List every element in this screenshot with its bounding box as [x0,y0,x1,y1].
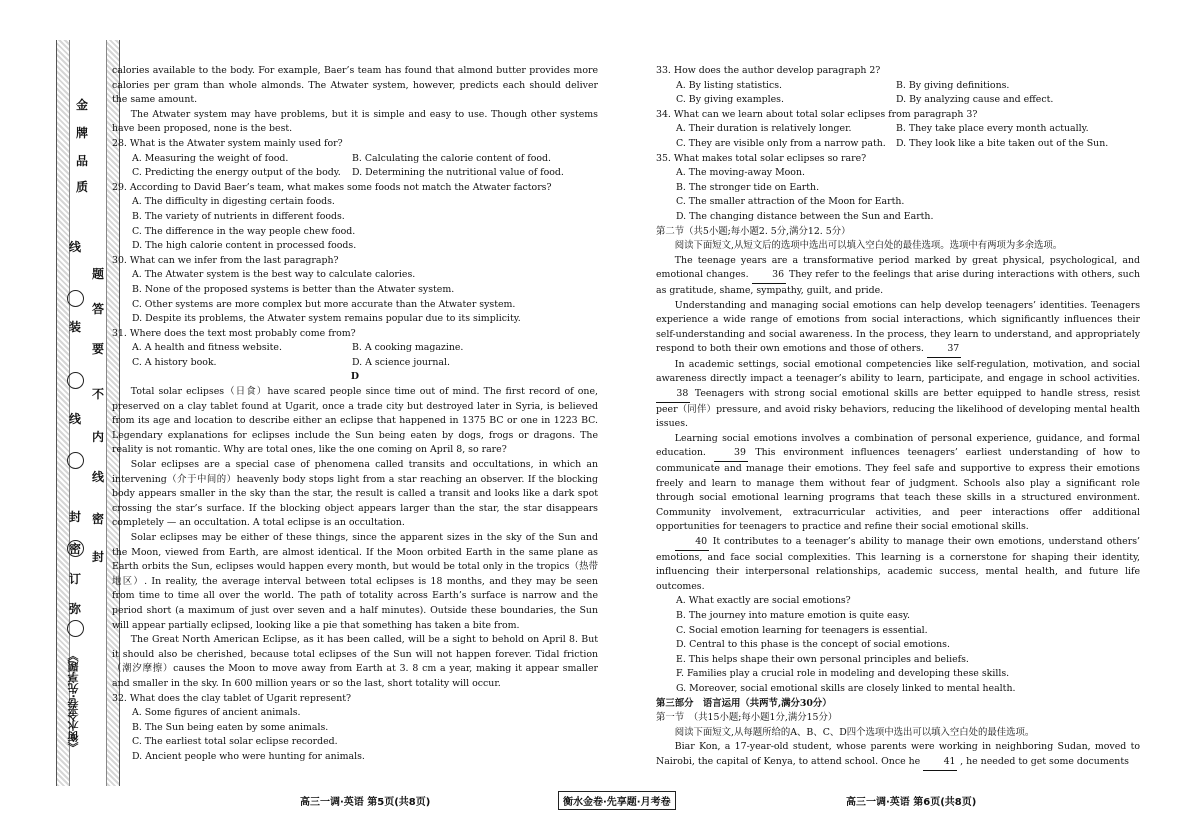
paragraph-text: They refer to the feelings that arise during interactions with others, such as gratitude, shame, sympathy, guilt, and pride. [656,269,1141,296]
footer-center: 衡水金卷·先享题·月考卷 [558,791,676,810]
option-row [112,341,598,356]
question-stem: 第二节（共5小题;每小题2. 5分,满分12. 5分） [656,225,851,237]
binding-circle [67,620,84,637]
option-text: A. The Atwater system is the best way to calculate calories. [132,269,416,281]
option-text: B. The variety of nutrients in different foods. [132,210,345,222]
option-row [656,79,1140,94]
passage-paragraph [656,740,1140,770]
answer-blank: 41 [923,755,957,771]
option-text: B. By giving definitions. [896,79,1010,91]
binding-char: 质 [76,180,89,194]
binding-char: 弥 [69,602,82,616]
option-text: D. Central to this phase is the concept of social emotions. [676,639,950,651]
question-stem: 28. What is the Atwater system mainly used for? [112,137,343,149]
binding-char: 密 [69,542,82,556]
option-text: A. The difficulty in digesting certain foods. [132,196,335,208]
passage-paragraph: 阅读下面短文,从短文后的选项中选出可以填入空白处的最佳选项。选项中有两项为多余选项。 [674,240,1063,252]
option-text: A. What exactly are social emotions? [676,595,851,607]
question-stem: 31. Where does the text most probably come from? [112,327,356,339]
passage-paragraph: Solar eclipses may be either of these things, since the apparent sizes in the sky of the Sun and the Moon, viewed from Earth, are almost identical. If the Moon orbited Earth in the same plane as Earth orbits the Sun, eclipses would happen every month, but would be total only in the tropics（热带地区）. In reality, the average interval between total eclipses is 18 months, and they may be seen from time to time all over the world. The path of totality across Earth’s surface is narrow and the period short (a maximum of just over seven and a half minutes). Outside these boundaries, the Sun will appear partially eclipsed, looking like a pie that something has taken a bite from. [112,532,598,631]
option-text: F. Families play a crucial role in modeling and developing these skills. [676,668,1010,680]
option-text: D. The high calorie content in processed foods. [132,240,357,252]
option-text: D. They look like a bite taken out of the Sun. [896,137,1109,149]
right-column [656,64,1140,771]
option-text: B. None of the proposed systems is better than the Atwater system. [132,283,455,295]
binding-char: 订 [69,572,82,586]
binding-circle [67,372,84,389]
option-text: B. The stronger tide on Earth. [676,181,820,193]
option-row [656,93,1140,108]
passage-letter: D [350,371,360,383]
binding-char: 金 [76,98,89,112]
passage-paragraph: Solar eclipses are a special case of phenomena called transits and occultations, in which an intervening（介于中间的）heavenly body stops light from a star reaching an observer. If the blocking body appears smaller in the sky than the star, the result is called a transit and looks like a dark spot crossing the star’s surface. If the blocking object appears larger than the star, the star disappears completely — an occultation. A total eclipse is an occultation. [112,459,598,529]
binding-char: 线 [69,240,82,254]
question-stem: 29. According to David Baer’s team, what makes some foods not match the Atwater factors? [112,181,552,193]
binding-char: 内 [92,430,105,444]
question-stem: 32. What does the clay tablet of Ugarit represent? [112,692,352,704]
option-text: A. A health and fitness website. [132,342,282,354]
paragraph-text: , he needed to get some documents [960,755,1129,767]
option-text: D. Despite its problems, the Atwater system remains popular due to its simplicity. [132,313,521,325]
passage-paragraph [656,358,1140,432]
passage-paragraph [656,432,1140,535]
option-text: D. A science journal. [352,356,450,368]
passage-paragraph: 阅读下面短文,从每题所给的A、B、C、D四个选项中选出可以填入空白处的最佳选项。 [674,726,1035,738]
paragraph-text: Understanding and managing social emotions can help develop teenagers’ identities. Teenagers experience a wide range of emotions from social interactions, which significantly influences their self-understanding and social awareness. In the process, they learn to understand, and appropriately respond to both their own emotions and those of others. [656,299,1140,355]
answer-blank: 40 [675,535,709,551]
passage-paragraph: The Great North American Eclipse, as it has been called, will be a sight to behold on April 8. But it should also be cherished, because total eclipses of the Sun will not happen forever. Tidal friction（潮汐摩擦）causes the Moon to move away from Earth at 3. 8 cm a year, making it appear smaller and smaller in the sky. In 600 million years or so the last, short totality will occur. [112,634,598,689]
option-text: A. The moving-away Moon. [676,167,805,179]
question-stem: 33. How does the author develop paragraph 2? [656,65,881,76]
option-text: A. Their duration is relatively longer. [676,123,852,135]
option-row [112,152,598,167]
option-text: C. The earliest total solar eclipse recorded. [132,736,338,748]
paragraph-text: Teenagers with strong social emotional skills are better equipped to handle stress, resist peer（同伴）pressure, and avoid risky behaviors, reducing the likelihood of developing mental health issues. [656,388,1140,430]
question-stem: 34. What can we learn about total solar eclipses from paragraph 3? [656,108,978,120]
binding-circle [67,290,84,307]
binding-char: 装 [69,320,82,334]
paragraph-text: Learning social emotions involves a combination of personal experience, guidance, and formal education. [656,432,1140,459]
option-text: C. The difference in the way people chew food. [132,225,356,237]
option-text: A. Measuring the weight of food. [132,152,289,164]
option-text: D. Determining the nutritional value of food. [352,167,564,179]
passage-paragraph: Total solar eclipses（日食）have scared people since time out of mind. The first record of one, preserved on a clay tablet found at Ugarit, once a trade city but destroyed later in Syria, is believed from its age and location to describe either an eclipse that happened in 1375 BC or one in 1223 BC. Legendary explanations for eclipses include the Sun being eaten by dogs, frogs or dragons. The reality is not romantic. Why are total ones, like the one coming on April 8, so rare? [112,386,598,456]
binding-char: 封 [92,550,105,564]
binding-char: 线 [69,412,82,426]
binding-char: 线 [92,470,105,484]
option-text: C. Other systems are more complex but more accurate than the Atwater system. [132,298,516,310]
option-text: D. The changing distance between the Sun and Earth. [676,210,934,222]
option-text: B. They take place every month actually. [896,123,1089,135]
paragraph-text: Biar Kon, a 17-year-old student, whose parents were working in neighboring Sudan, moved to Nairobi, the capital of Kenya, to attend school. Once he [656,741,1140,767]
option-text: D. By analyzing cause and effect. [896,94,1054,106]
binding-char: 品 [76,154,89,168]
question-stem: 35. What makes total solar eclipses so rare? [656,152,867,164]
option-text: G. Moreover, social emotional skills are closely linked to mental health. [676,682,1016,694]
option-row [656,137,1140,152]
paragraph-text: This environment influences teenagers’ earliest understanding of how to communicate and manage their emotions. They feel safe and supportive to express their emotions freely and learn to manage them without fear of judgment. Schools also play a significant role through social emotional learning programs that teach these skills in a structured environment. Community involvement, extracurricular activities, and peer interactions offer additional opportunities for teenagers to practice and refine their social emotional skills. [656,447,1141,533]
option-text: C. A history book. [132,356,217,368]
section-heading: 第三部分 语言运用（共两节,满分30分） [656,697,832,709]
option-text: C. Social emotion learning for teenagers is essential. [676,624,928,636]
footer-right: 高三一调·英语 第6页(共8页) [846,797,977,808]
option-text: C. By giving examples. [676,94,784,106]
left-column [112,64,598,765]
binding-circle [67,540,84,557]
option-text: D. Ancient people who were hunting for animals. [132,750,365,762]
answer-blank: 36 [752,268,786,284]
binding-label: 《衡水金卷·先享题》 [67,650,80,754]
option-text: C. Predicting the energy output of the body. [132,167,341,179]
answer-blank: 37 [927,342,961,358]
option-text: B. The journey into mature emotion is quite easy. [676,609,910,621]
paragraph-text: It contributes to a teenager’s ability to manage their own emotions, understand others’ emotions, and face social complexities. This learning is a cornerstone for shaping their identity, influencing their interpersonal relationships, academic success, mental health, and future life outcomes. [656,536,1140,592]
option-row [112,166,598,181]
paragraph-text: calories available to the body. For example, Baer’s team has found that almond butter provides more calories per gram than whole almonds. The Atwater system, however, predicts each should deliver the same amount. [112,65,598,106]
option-row [112,356,598,371]
passage-paragraph [656,299,1140,358]
option-text: C. They are visible only from a narrow path. [676,137,886,149]
footer-left: 高三一调·英语 第5页(共8页) [300,797,431,808]
binding-char: 要 [92,342,105,356]
option-text: A. By listing statistics. [676,79,783,91]
binding-char: 不 [92,387,105,401]
option-text: B. Calculating the calorie content of food. [352,152,551,164]
question-stem: 30. What can we infer from the last paragraph? [112,254,339,266]
question-stem: 第一节 （共15小题;每小题1分,满分15分） [656,712,838,724]
option-text: C. The smaller attraction of the Moon for Earth. [676,196,905,208]
option-text: E. This helps shape their own personal principles and beliefs. [676,653,969,665]
option-text: A. Some figures of ancient animals. [132,707,301,719]
answer-blank: 38 [656,387,690,403]
binding-char: 答 [92,302,105,316]
binding-circle [67,452,84,469]
passage-paragraph: The Atwater system may have problems, but it is simple and easy to use. Though other systems have been proposed, none is the best. [112,108,598,135]
paragraph-text: The teenage years are a transformative period marked by great physical, psychological, and emotional changes. [656,254,1140,281]
binding-char: 牌 [76,126,89,140]
answer-blank: 39 [714,446,748,462]
binding-char: 题 [92,267,105,281]
passage-paragraph [656,535,1140,594]
binding-char: 密 [92,512,105,526]
option-text: B. A cooking magazine. [352,342,464,354]
passage-paragraph [656,254,1140,299]
paragraph-text: In academic settings, social emotional competencies like self-regulation, motivation, and social awareness directly impact a teenager’s ability to learn, participate, and engage in school activities. [656,358,1140,385]
option-row [656,122,1140,137]
binding-char: 封 [69,510,82,524]
option-text: B. The Sun being eaten by some animals. [132,721,329,733]
